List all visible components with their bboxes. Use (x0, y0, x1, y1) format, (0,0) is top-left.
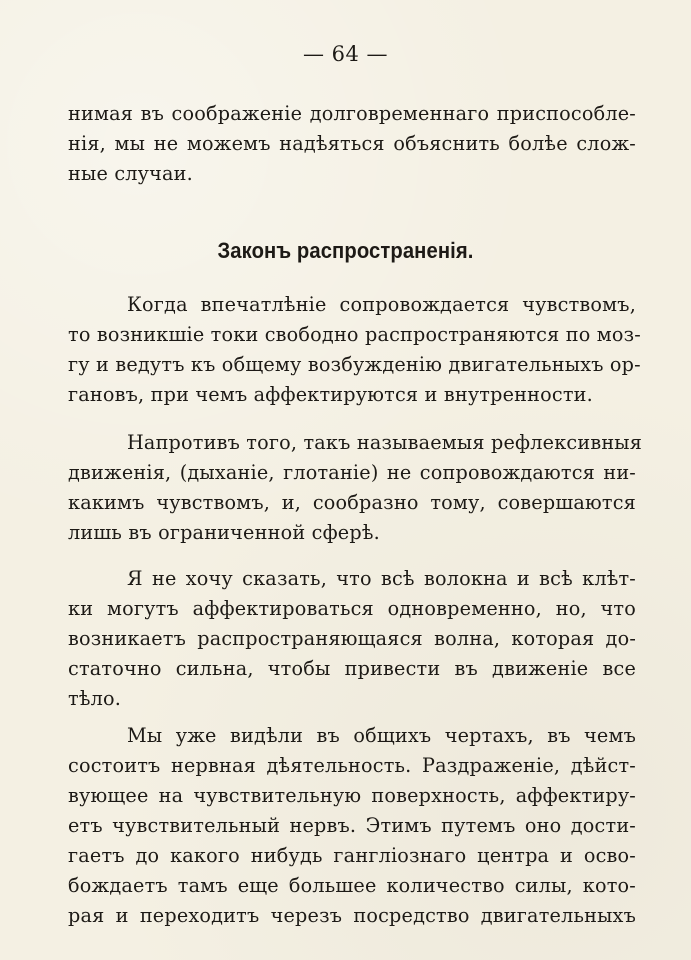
text-line: вующее на чувствительную поверхность, аффектиру- (68, 784, 636, 807)
text-line: Я не хочу сказать, что всѣ волокна и всѣ клѣт- (127, 567, 636, 590)
text-line: какимъ чувствомъ, и, сообразно тому, совершаются (68, 491, 636, 514)
text-line: гановъ, при чемъ аффектируются и внутренности. (68, 383, 593, 406)
text-line: состоитъ нервная дѣятельность. Раздраженіе, дѣйст- (68, 754, 636, 777)
section-heading: Законъ распространенія. (217, 238, 474, 263)
text-line: ные случаи. (68, 162, 193, 185)
paragraph-3 (68, 564, 636, 714)
text-line: ки могутъ аффектироваться одновременно, но, что (68, 597, 636, 620)
text-line: рая и переходитъ черезъ посредство двигательныхъ (68, 904, 636, 927)
text-line: то возникшіе токи свободно распространяются по моз- (68, 323, 641, 346)
text-line: Когда впечатлѣніе сопровождается чувствомъ, (127, 293, 636, 316)
text-line: нимая въ соображеніе долговременнаго приспособле- (68, 102, 636, 125)
text-line: етъ чувствительный нервъ. Этимъ путемъ оно дости- (68, 814, 636, 837)
page-number: — 64 — (302, 42, 389, 66)
text-line: нія, мы не можемъ надѣяться объяснить болѣе слож- (68, 132, 636, 155)
text-line: движенія, (дыханіе, глотаніе) не сопровождаются ни- (68, 461, 636, 484)
continued-paragraph (68, 99, 636, 189)
text-line: возникаетъ распространяющаяся волна, которая до- (68, 627, 636, 650)
text-line: бождаетъ тамъ еще большее количество силы, кото- (68, 874, 636, 897)
text-line: Напротивъ того, такъ называемыя рефлексивныя (127, 431, 643, 454)
paragraph-1 (68, 290, 641, 410)
text-line: гаетъ до какого нибудь ганглiознаго центра и осво- (68, 844, 636, 867)
text-line: лишь въ ограниченной сферѣ. (68, 521, 380, 544)
paragraph-4 (68, 721, 636, 931)
text-line: тѣло. (68, 687, 122, 710)
text-line: Мы уже видѣли въ общихъ чертахъ, въ чемъ (127, 724, 636, 747)
paragraph-2 (68, 428, 643, 548)
text-line: гу и ведутъ къ общему возбужденію двигательныхъ ор- (68, 353, 641, 376)
text-line: статочно сильна, чтобы привести въ движеніе все (68, 657, 636, 680)
